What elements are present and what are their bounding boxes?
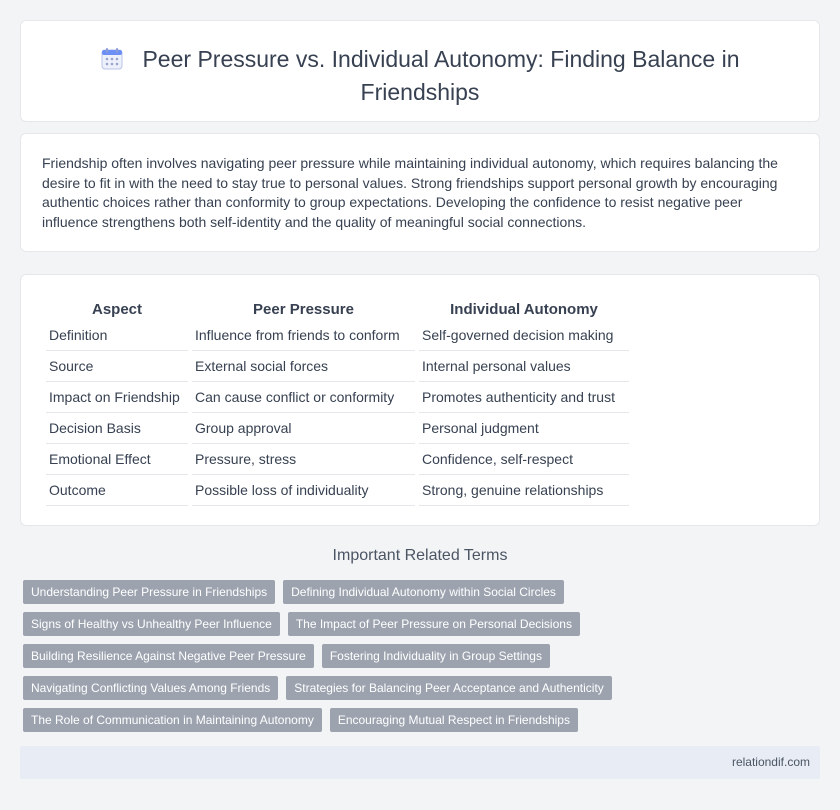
table-header-row bbox=[46, 296, 629, 320]
related-terms-title: Important Related Terms bbox=[332, 547, 508, 564]
table-cell: External social forces bbox=[192, 351, 415, 382]
comparison-table bbox=[42, 296, 633, 506]
related-terms-list bbox=[23, 580, 813, 732]
related-term-tag[interactable]: Defining Individual Autonomy within Social Circles bbox=[283, 580, 564, 604]
header-card bbox=[20, 20, 820, 122]
table-cell: Possible loss of individuality bbox=[192, 475, 415, 506]
table-cell: Definition bbox=[46, 320, 188, 351]
table-cell: Influence from friends to conform bbox=[192, 320, 415, 351]
table-cell: Outcome bbox=[46, 475, 188, 506]
related-term-tag[interactable]: Strategies for Balancing Peer Acceptance and Authenticity bbox=[286, 676, 612, 700]
intro-card bbox=[20, 133, 820, 252]
table-row bbox=[46, 413, 629, 444]
table-cell: Impact on Friendship bbox=[46, 382, 188, 413]
page-title: Peer Pressure vs. Individual Autonomy: Finding Balance in Friendships bbox=[142, 46, 740, 105]
comparison-card bbox=[20, 274, 820, 526]
table-row bbox=[46, 475, 629, 506]
table-cell: Source bbox=[46, 351, 188, 382]
table-cell: Emotional Effect bbox=[46, 444, 188, 475]
table-row bbox=[46, 444, 629, 475]
related-term-tag[interactable]: Navigating Conflicting Values Among Friends bbox=[23, 676, 278, 700]
related-term-tag[interactable]: The Role of Communication in Maintaining Autonomy bbox=[23, 708, 322, 732]
table-cell: Internal personal values bbox=[419, 351, 629, 382]
column-header-individual-autonomy: Individual Autonomy bbox=[450, 300, 598, 318]
table-cell: Group approval bbox=[192, 413, 415, 444]
table-cell: Promotes authenticity and trust bbox=[419, 382, 629, 413]
table-cell: Decision Basis bbox=[46, 413, 188, 444]
calendar-icon bbox=[100, 47, 124, 78]
table-cell: Pressure, stress bbox=[192, 444, 415, 475]
related-term-tag[interactable]: The Impact of Peer Pressure on Personal Decisions bbox=[288, 612, 580, 636]
column-header-peer-pressure: Peer Pressure bbox=[253, 300, 354, 318]
related-term-tag[interactable]: Building Resilience Against Negative Peer Pressure bbox=[23, 644, 314, 668]
table-cell: Personal judgment bbox=[419, 413, 629, 444]
intro-paragraph: Friendship often involves navigating peer pressure while maintaining individual autonomy, which requires balancing the desire to fit in with the need to stay true to personal values. Strong friendships support personal growth by encouraging authentic choices rather than conformity to group expectations. Developing the confidence to resist negative peer influence strengthens both self-identity and the quality of meaningful social connections. bbox=[42, 155, 778, 230]
table-cell: Can cause conflict or conformity bbox=[192, 382, 415, 413]
page-title-wrap bbox=[21, 45, 819, 107]
footer bbox=[20, 746, 820, 779]
related-term-tag[interactable]: Signs of Healthy vs Unhealthy Peer Influence bbox=[23, 612, 280, 636]
table-cell: Self-governed decision making bbox=[419, 320, 629, 351]
related-term-tag[interactable]: Encouraging Mutual Respect in Friendships bbox=[330, 708, 578, 732]
footer-site-link[interactable]: relationdif.com bbox=[731, 755, 810, 769]
table-row bbox=[46, 320, 629, 351]
table-row bbox=[46, 351, 629, 382]
related-term-tag[interactable]: Understanding Peer Pressure in Friendships bbox=[23, 580, 275, 604]
column-header-aspect: Aspect bbox=[91, 300, 143, 318]
table-cell: Confidence, self-respect bbox=[419, 444, 629, 475]
table-row bbox=[46, 382, 629, 413]
related-term-tag[interactable]: Fostering Individuality in Group Settings bbox=[322, 644, 550, 668]
table-cell: Strong, genuine relationships bbox=[419, 475, 629, 506]
